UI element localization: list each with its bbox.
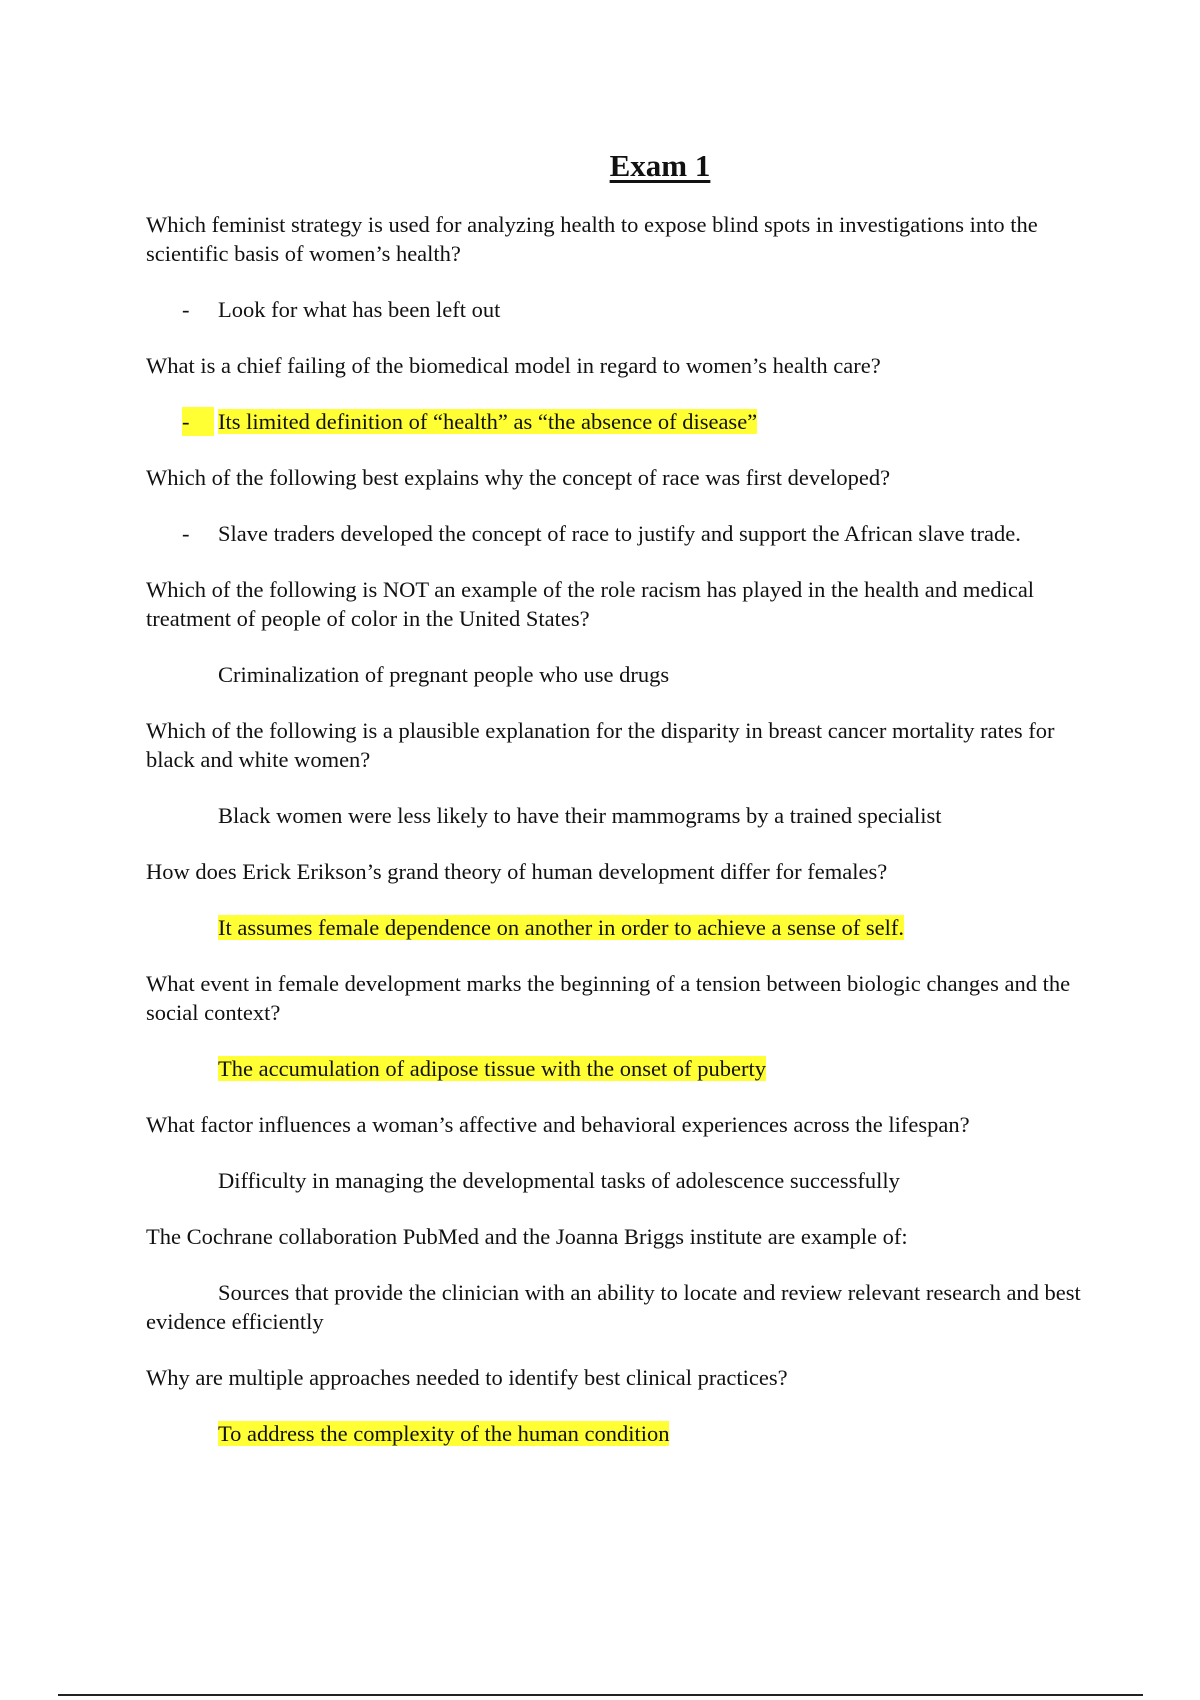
qa-item <box>146 463 1106 548</box>
highlighted-answer: To address the complexity of the human condition <box>218 1421 670 1446</box>
qa-item <box>146 969 1106 1083</box>
page-title: Exam 1 <box>609 148 711 183</box>
dash-marker: - <box>182 521 190 546</box>
answer-label: Difficulty in managing the developmental tasks of adolescence successfully <box>218 1168 900 1193</box>
answer-text <box>218 913 1106 942</box>
qa-list <box>146 210 1106 1448</box>
question-text: How does Erick Erikson’s grand theory of human development differ for females? <box>146 859 888 884</box>
answer-text <box>182 407 1106 436</box>
answer-label: Look for what has been left out <box>218 297 501 322</box>
question-text: What event in female development marks the beginning of a tension between biologic changes and the social context? <box>146 971 1071 1025</box>
answer-label: Its limited definition of “health” as “the absence of disease” <box>218 409 758 434</box>
qa-item <box>146 210 1106 324</box>
answer-text <box>218 1419 1106 1448</box>
question-text: What is a chief failing of the biomedical model in regard to women’s health care? <box>146 353 881 378</box>
answer-text: Sources that provide the clinician with an ability to locate and review relevant research and best evidence efficiently <box>146 1280 1081 1334</box>
qa-item <box>146 716 1106 830</box>
answer-text <box>218 1054 1106 1083</box>
answer-text <box>182 519 1106 548</box>
question-text: What factor influences a woman’s affective and behavioral experiences across the lifespan? <box>146 1112 970 1137</box>
qa-item <box>146 351 1106 436</box>
question-text: The Cochrane collaboration PubMed and the Joanna Briggs institute are example of: <box>146 1224 908 1249</box>
answer-label: Black women were less likely to have their mammograms by a trained specialist <box>218 803 942 828</box>
qa-item <box>146 1222 1106 1336</box>
answer-label: Slave traders developed the concept of race to justify and support the African slave trade. <box>218 521 1021 546</box>
question-text: Which of the following is a plausible explanation for the disparity in breast cancer mortality rates for black and white women? <box>146 718 1055 772</box>
qa-item <box>146 1110 1106 1195</box>
dash-marker: - <box>182 297 190 322</box>
question-text: Which of the following is NOT an example of the role racism has played in the health and medical treatment of people of color in the United States? <box>146 577 1035 631</box>
answer-label: Criminalization of pregnant people who use drugs <box>218 662 670 687</box>
highlighted-answer: The accumulation of adipose tissue with the onset of puberty <box>218 1056 766 1081</box>
answer-text <box>218 1166 1106 1195</box>
answer-text <box>182 295 1106 324</box>
question-text: Which of the following best explains why the concept of race was first developed? <box>146 465 891 490</box>
question-text: Which feminist strategy is used for analyzing health to expose blind spots in investigations into the scientific basis of women’s health? <box>146 212 1038 266</box>
answer-text <box>218 660 1106 689</box>
qa-item <box>146 857 1106 942</box>
footer-divider <box>58 1694 1143 1696</box>
dash-marker: - <box>182 407 214 436</box>
question-text: Why are multiple approaches needed to identify best clinical practices? <box>146 1365 788 1390</box>
answer-text <box>218 801 1106 830</box>
highlighted-answer: It assumes female dependence on another in order to achieve a sense of self. <box>218 915 904 940</box>
document-body <box>146 146 1106 1475</box>
qa-item <box>146 1363 1106 1448</box>
highlighted-answer <box>182 409 758 434</box>
qa-item <box>146 575 1106 689</box>
